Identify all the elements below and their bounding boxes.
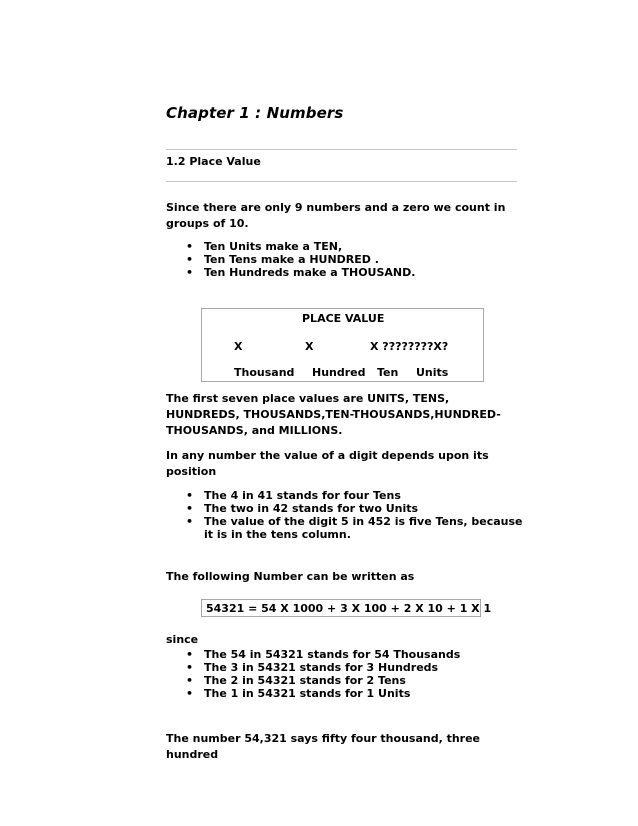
- place-values-paragraph: The first seven place values are UNITS, TENS, HUNDREDS, THOUSANDS,TEN-THOUSANDS,HUNDRED-THOUSANDS, and MILLIONS.: [166, 392, 501, 437]
- place-value-col-hundred: Hundred: [312, 366, 366, 379]
- since-label: since: [166, 633, 199, 646]
- section-title: 1.2 Place Value: [166, 155, 261, 168]
- list-item: [166, 489, 526, 502]
- bullet-icon: •: [186, 687, 194, 700]
- bullet-icon: •: [186, 266, 194, 279]
- list-item-text: The 4 in 41 stands for four Tens: [204, 489, 401, 502]
- tens-bullet-list: [166, 240, 526, 279]
- bullet-icon: •: [186, 674, 194, 687]
- place-value-title: PLACE VALUE: [302, 312, 385, 325]
- list-item-text: The two in 42 stands for two Units: [204, 502, 419, 515]
- list-item-text: Ten Tens make a HUNDRED .: [204, 253, 379, 266]
- list-item: [166, 648, 526, 661]
- divider-bottom: [166, 181, 517, 182]
- list-item-text: The 1 in 54321 stands for 1 Units: [204, 687, 411, 700]
- bullet-icon: •: [186, 489, 194, 502]
- bullet-icon: •: [186, 502, 194, 515]
- list-item: [166, 253, 526, 266]
- final-paragraph: The number 54,321 says fifty four thousand, three hundred: [166, 732, 481, 761]
- list-item-text: Ten Hundreds make a THOUSAND.: [204, 266, 416, 279]
- list-item: [166, 515, 526, 541]
- place-value-x-ten-units: X ????????X?: [370, 340, 449, 353]
- place-value-x-thousand: X: [234, 340, 243, 353]
- bullet-icon: •: [186, 515, 194, 528]
- equation-box: 54321 = 54 X 1000 + 3 X 100 + 2 X 10 + 1 X 1: [201, 599, 481, 617]
- bullet-icon: •: [186, 661, 194, 674]
- list-item: [166, 240, 526, 253]
- place-value-col-units: Units: [416, 366, 449, 379]
- bullet-icon: •: [186, 240, 194, 253]
- list-item: [166, 266, 526, 279]
- bullet-icon: •: [186, 648, 194, 661]
- list-item-text: Ten Units make a TEN,: [204, 240, 343, 253]
- list-item: [166, 502, 526, 515]
- list-item-text: The value of the digit 5 in 452 is five Tens, because it is in the tens column.: [204, 515, 523, 541]
- divider-top: [166, 149, 517, 150]
- expansion-bullet-list: [166, 648, 526, 700]
- list-item: [166, 661, 526, 674]
- list-item: [166, 674, 526, 687]
- following-number-paragraph: The following Number can be written as: [166, 570, 415, 583]
- list-item: [166, 687, 526, 700]
- place-value-x-hundred: X: [305, 340, 314, 353]
- intro-paragraph: Since there are only 9 numbers and a zero we count in groups of 10.: [166, 201, 506, 230]
- bullet-icon: •: [186, 253, 194, 266]
- position-paragraph: In any number the value of a digit depends upon its position: [166, 449, 489, 478]
- list-item-text: The 3 in 54321 stands for 3 Hundreds: [204, 661, 439, 674]
- place-value-table: [201, 308, 484, 382]
- digit-value-bullet-list: [166, 489, 526, 541]
- place-value-col-ten: Ten: [377, 366, 399, 379]
- place-value-col-thousand: Thousand: [234, 366, 295, 379]
- list-item-text: The 2 in 54321 stands for 2 Tens: [204, 674, 406, 687]
- list-item-text: The 54 in 54321 stands for 54 Thousands: [204, 648, 461, 661]
- chapter-title: Chapter 1 : Numbers: [166, 104, 344, 122]
